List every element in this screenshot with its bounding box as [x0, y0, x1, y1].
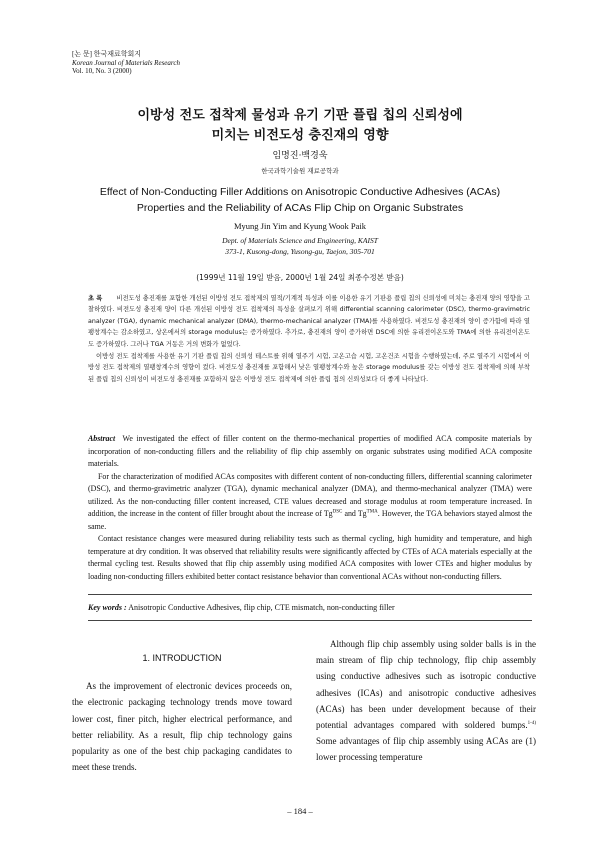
affiliation-english: [0, 236, 600, 257]
abstract-english-text-2c: . However, the TGA behaviors stayed almost the same.: [88, 509, 532, 531]
title-english: [0, 184, 600, 216]
authors-english: Myung Jin Yim and Kyung Wook Paik: [233, 221, 366, 231]
journal-name: Korean Journal of Materials Research: [72, 58, 180, 67]
body-right-text-a: Although flip chip assembly using solder balls is in the main stream of flip chip technology, flip chip assembly using conductive adhesives such as isotropic conductive adhesives (ICAs) and anisotropic conductive adhesives (ACAs) has been under development because of their potential advantages compared with soldered bumps.: [316, 639, 536, 731]
keywords-bottom-rule: [88, 620, 532, 621]
section-heading-introduction: 1. INTRODUCTION: [142, 653, 222, 663]
abstract-english: [88, 433, 532, 583]
journal-volume: Vol. 10, No. 3 (2000): [72, 67, 132, 75]
body-paragraph-right-1: [316, 636, 536, 766]
keywords-label: Key words :: [88, 603, 127, 612]
title-korean-line1: 이방성 전도 접착제 물성과 유기 기판 플립 칩의 신뢰성에: [137, 108, 463, 123]
body-column-right: [316, 636, 536, 766]
title-korean-line2: 미치는 비전도성 충진재의 영향: [211, 128, 389, 143]
body-right-text-b: Some advantages of flip chip assembly using ACAs are (1) lower processing temperature: [316, 736, 536, 763]
title-english-line2: Properties and the Reliability of ACAs Flip Chip on Organic Substrates: [136, 202, 464, 214]
journal-header: [72, 50, 180, 76]
keywords-text: Anisotropic Conductive Adhesives, flip chip, CTE mismatch, non-conducting filler: [126, 603, 395, 612]
abstract-korean: [88, 293, 530, 385]
title-korean: [0, 106, 600, 146]
body-paragraph-left-1: As the improvement of electronic devices proceeds on, the electronic packaging technology trends move toward lower cost, finer pitch, higher electrical performance, and better reliability. As a result, flip chip technology gains popularity as one of the best chip packaging candidates to meet these trends.: [72, 681, 292, 773]
page-number: – 184 –: [287, 806, 313, 816]
journal-category: [논 문] 한국재료학회지: [72, 50, 142, 58]
abstract-korean-label: 초 록: [88, 295, 103, 302]
affiliation-korean: 한국과학기술원 재료공학과: [261, 167, 339, 175]
tg-dsc-superscript: DSC: [332, 509, 343, 515]
body-column-left: [72, 636, 292, 775]
abstract-english-paragraph-2: [88, 471, 532, 534]
affiliation-english-line2: 373-1, Kusong-dong, Yusong-gu, Taejon, 305-701: [225, 246, 375, 256]
keywords: [88, 603, 532, 612]
abstract-english-text-2b: and Tg: [342, 509, 367, 518]
affiliation-english-line1: Dept. of Materials Science and Engineering, KAIST: [222, 236, 378, 245]
abstract-english-paragraph-1: [88, 433, 532, 471]
abstract-korean-text-1: 비전도성 충진재를 포함한 개선된 이방성 전도 접착제의 열적/기계적 특성과 이를 이용한 유기 기판용 플립 칩의 신뢰성에 미치는 충진재 양의 영향을 고찰하였다. 비전도성 충진재 양이 다른 개선된 이방성 전도 접착제의 특성을 살펴보기 위해 differential scanning calorimeter (DSC), thermo-gravimetric analyzer (TGA), dynamic mechanical analyzer (DMA), thermo-mechanical analyzer (TMA)를 사용하였다. 비전도성 충진재의 양이 증가함에 따라 열팽창계수는 감소하였고, 상온에서의 storage modulus는 증가하였다. 추가로, 충진재의 양이 증가하면 DSC에 의한 유리전이온도와 TMA에 의한 유리전이온도도 증가하였다. 그러나 TGA 거동은 거의 변화가 없었다.: [88, 295, 531, 348]
keywords-top-rule: [88, 594, 532, 595]
tg-tma-superscript: TMA: [366, 509, 378, 515]
abstract-english-text-1: We investigated the effect of filler content on the thermo-mechanical properties of modified ACA composite materials by incorporation of non-conducting fillers and the reliability of flip chip assembly on organic substrates using modified ACA composite materials.: [88, 434, 533, 468]
authors-korean: 임명진·백경욱: [272, 151, 328, 161]
received-date: (1999년 11월 19일 받음, 2000년 1월 24일 최종수정본 받음): [196, 273, 404, 282]
abstract-english-text-2a: For the characterization of modified ACAs composites with different content of non-conducting fillers, differential scanning calorimeter (DSC), and thermo-gravimetric analyzer (TGA), dynamic mechanical analyzer (DMA), and thermo-mechanical analyzer (TMA) were utilized. As the non-conducting filler content increased, CTE values decreased and storage modulus at room temperature increased. In addition, the increase in the content of filler brought about the increase of Tg: [88, 471, 532, 518]
abstract-korean-paragraph-1: [88, 293, 530, 350]
reference-superscript: 1-4): [527, 721, 536, 727]
title-english-line1: Effect of Non-Conducting Filler Additions on Anisotropic Conductive Adhesives (ACAs): [99, 186, 501, 198]
abstract-english-label: Abstract: [88, 434, 116, 443]
abstract-english-paragraph-3: Contact resistance changes were measured during reliability tests such as thermal cycling, high humidity and temperature, and high temperature at dry condition. It was observed that reliability results were significantly affected by CTEs of ACA materials especially at the thermal cycling test. Results showed that flip chip assembly using modified ACA composites with lower CTEs and higher modulus by loading non-conducting fillers exhibited better contact resistance behavior than conventional ACAs without non-conducting fillers.: [88, 534, 532, 581]
abstract-korean-paragraph-2: 이방성 전도 접착제를 사용한 유기 기판 플립 칩의 신뢰성 테스트를 위해 열주기 시험, 고온고습 시험, 고온건조 시험을 수행하였는데, 주로 열주기 시험에서 이방성 전도 접착제의 열팽창계수의 영향이 컸다. 비전도성 충진재를 포함해서 낮은 열팽창계수와 높은 storage modulus를 갖는 이방성 전도 접착제에 의해 부착된 플립 칩의 신뢰성이 비전도성 충진재를 포함하지 않은 이방성 전도 접착제에 의한 플립 칩의 신뢰성보다 더 좋게 나타났다.: [88, 353, 530, 383]
